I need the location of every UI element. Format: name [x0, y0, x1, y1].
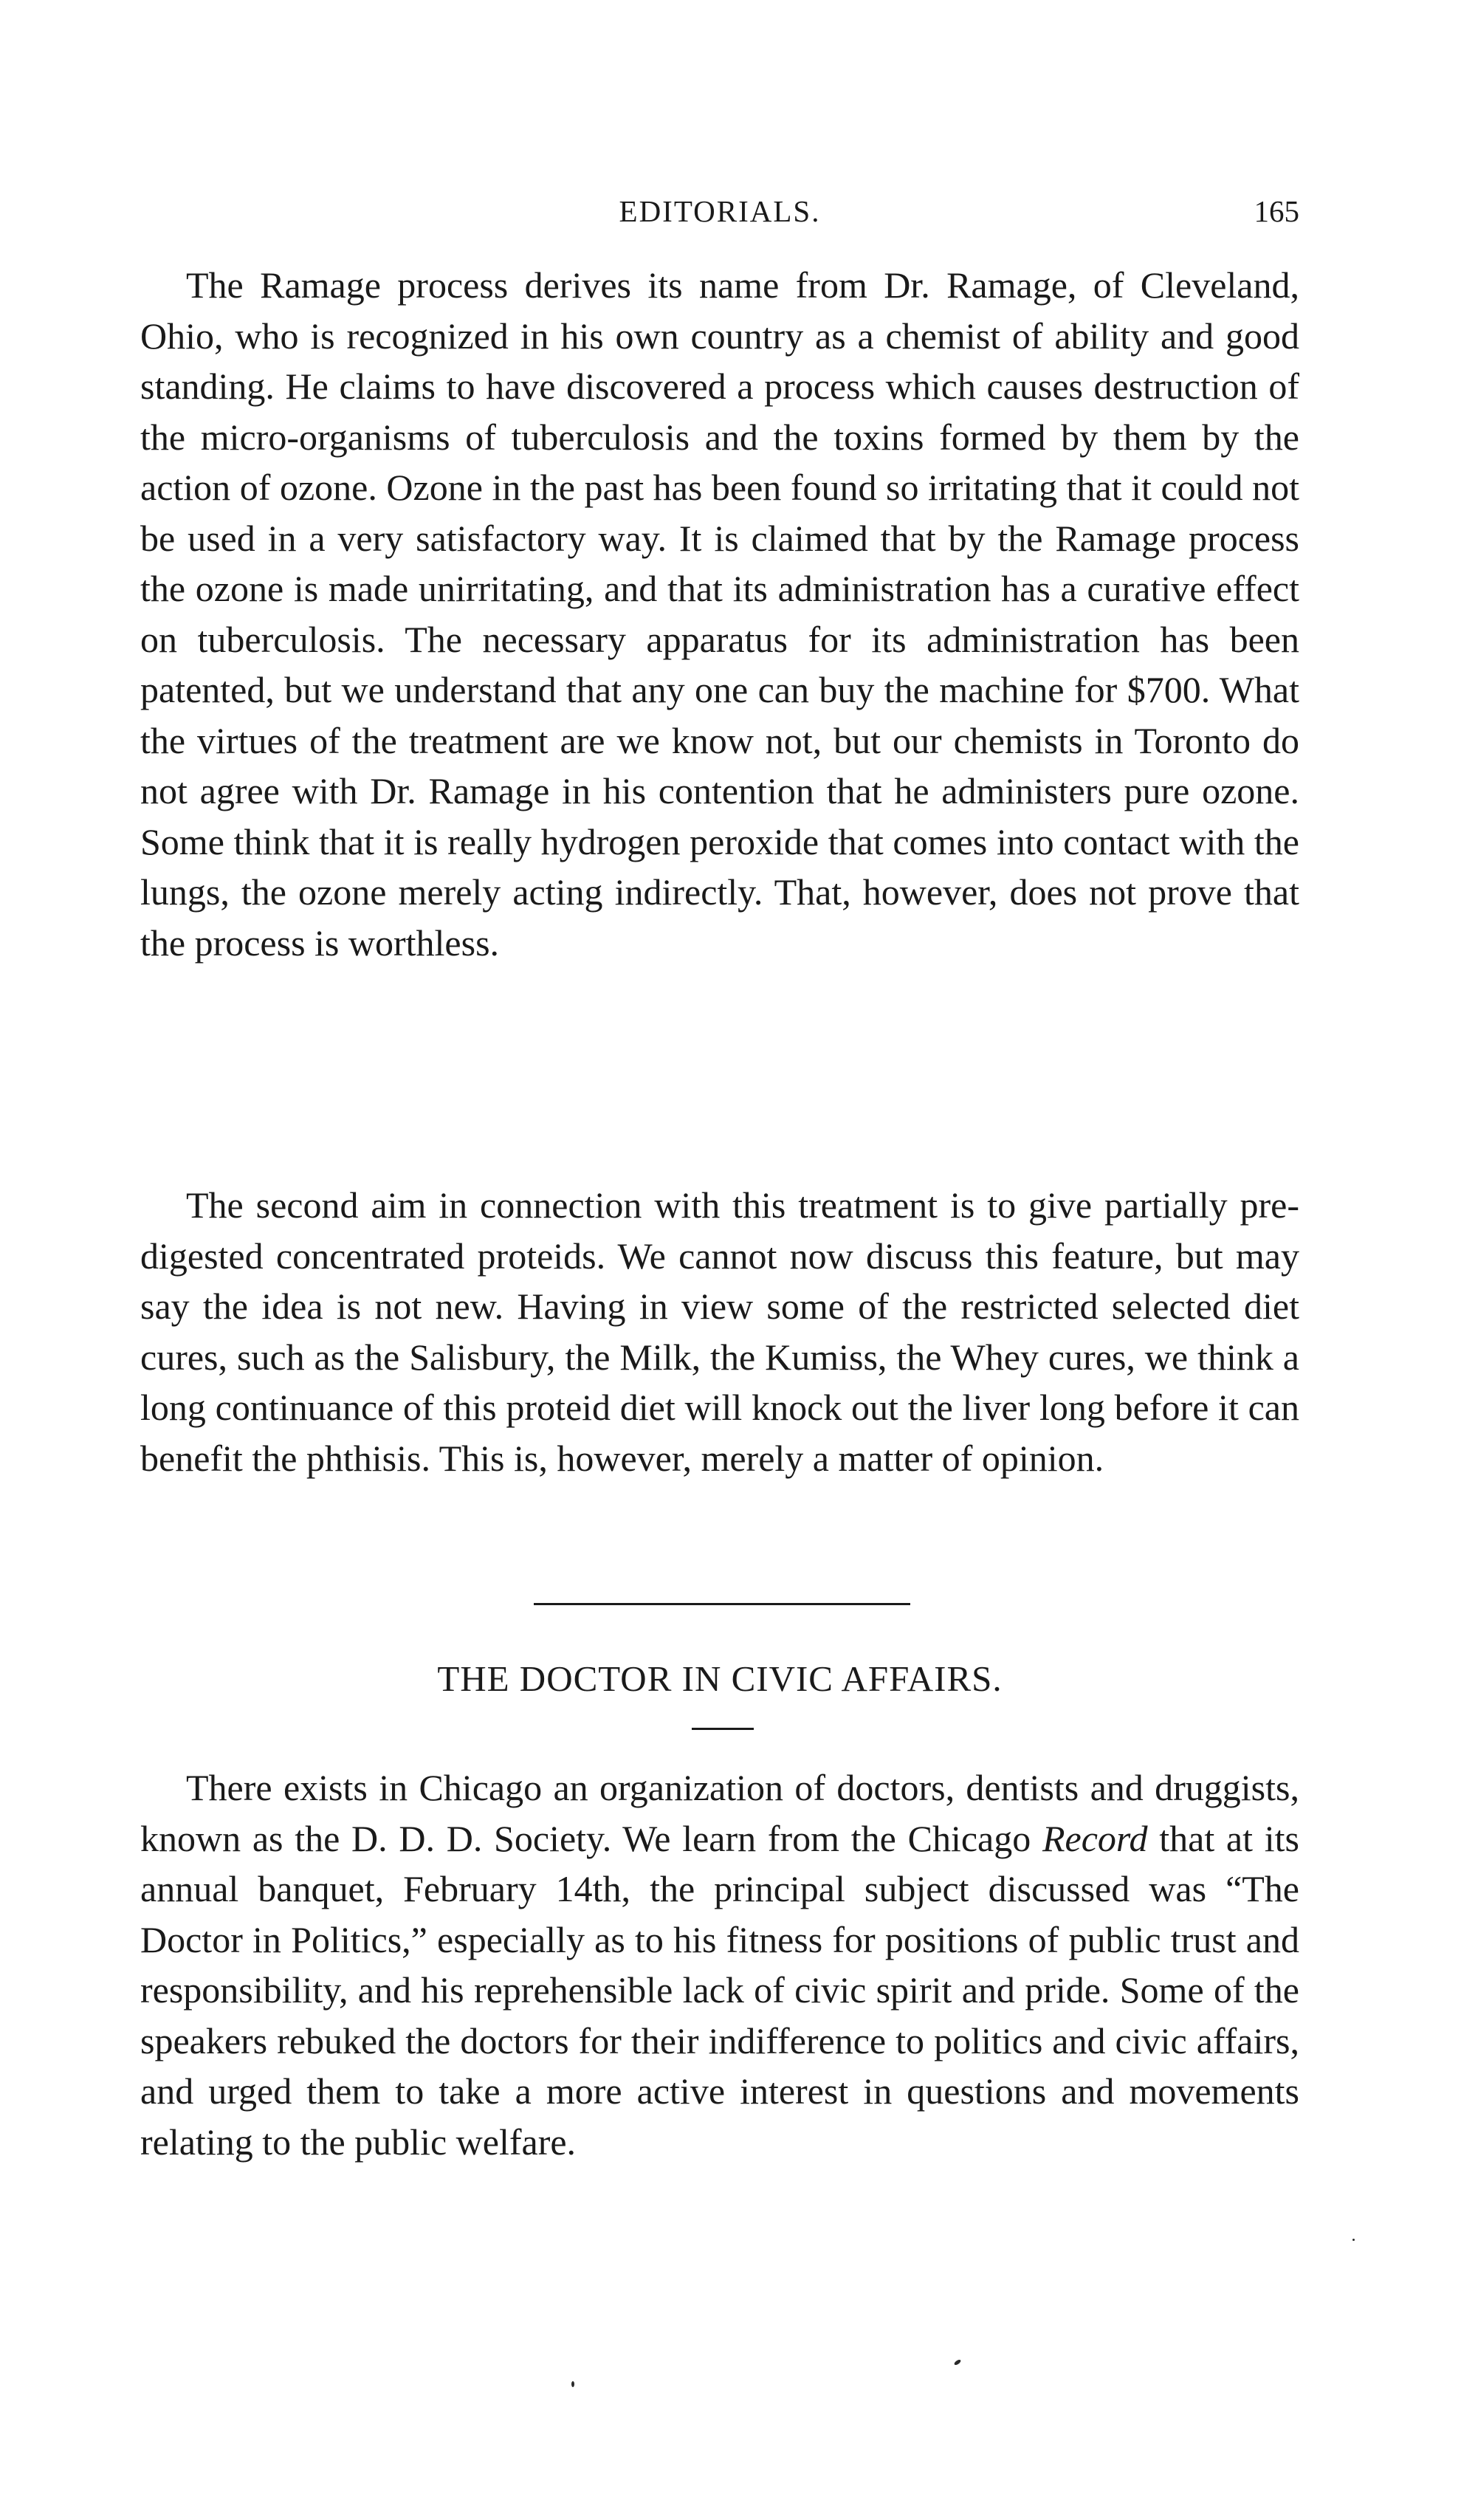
civic-affairs-paragraph — [140, 1762, 1299, 2167]
ink-speck — [1352, 2239, 1355, 2241]
page-number: 165 — [1254, 194, 1299, 228]
heading-underline — [692, 1728, 754, 1730]
ink-speck — [571, 2381, 574, 2387]
running-head — [140, 193, 1299, 238]
paragraph-text-end: that at its annual banquet, February 14th, the principal subject discussed was “The Doctor in Politics,” especially as to his fitness for positions of public trust and responsibility, and his reprehensible lack of civic spirit and pride. Some of the speakers rebuked the doctors for their indifference to politics and civic affairs, and urged them to take a more active interest in questions and movements relating to the public welfare. — [140, 1817, 1299, 2163]
section-divider — [534, 1603, 910, 1605]
proteid-diet-paragraph — [140, 1180, 1299, 1483]
ramage-process-paragraph — [140, 260, 1299, 968]
newspaper-title: Record — [1042, 1817, 1148, 1859]
paragraph-text — [140, 1762, 1299, 2167]
paragraph-text-start: There exists in Chicago an organization of doctors, dentists and druggists, known as the D. D. D. Society. We learn from the Chicago — [140, 1767, 1299, 1859]
running-title: EDITORIALS. — [619, 194, 821, 228]
ink-speck — [953, 2359, 961, 2366]
paragraph-text: The second aim in connection with this treatment is to give partially pre-digested concentrated proteids. We cannot now discuss this feature, but may say the idea is not new. Having in view some of the restricted selected diet cures, such as the Salisbury, the Milk, the Kumiss, the Whey cures, we think a long continuance of this proteid diet will knock out the liver long before it can benefit the phthisis. This is, however, merely a matter of opinion. — [140, 1184, 1299, 1479]
section-heading: THE DOCTOR IN CIVIC AFFAIRS. — [437, 1658, 1003, 1699]
paragraph-text: The Ramage process derives its name from Dr. Ramage, of Cleveland, Ohio, who is recognized in his own country as a chemist of ability and good standing. He claims to have discovered a process which causes destruction of the micro-organisms of tuberculosis and the toxins formed by them by the action of ozone. Ozone in the past has been found so irritating that it could not be used in a very satisfactory way. It is claimed that by the Ramage process the ozone is made unirritating, and that its administration has a curative effect on tuberculosis. The necessary apparatus for its administration has been patented, but we understand that any one can buy the machine for $700. What the virtues of the treatment are we know not, but our chemists in Toronto do not agree with Dr. Ramage in his contention that he administers pure ozone. Some think that it is really hydrogen peroxide that comes into contact with the lungs, the ozone merely acting indirectly. That, however, does not prove that the process is worthless. — [140, 264, 1299, 964]
